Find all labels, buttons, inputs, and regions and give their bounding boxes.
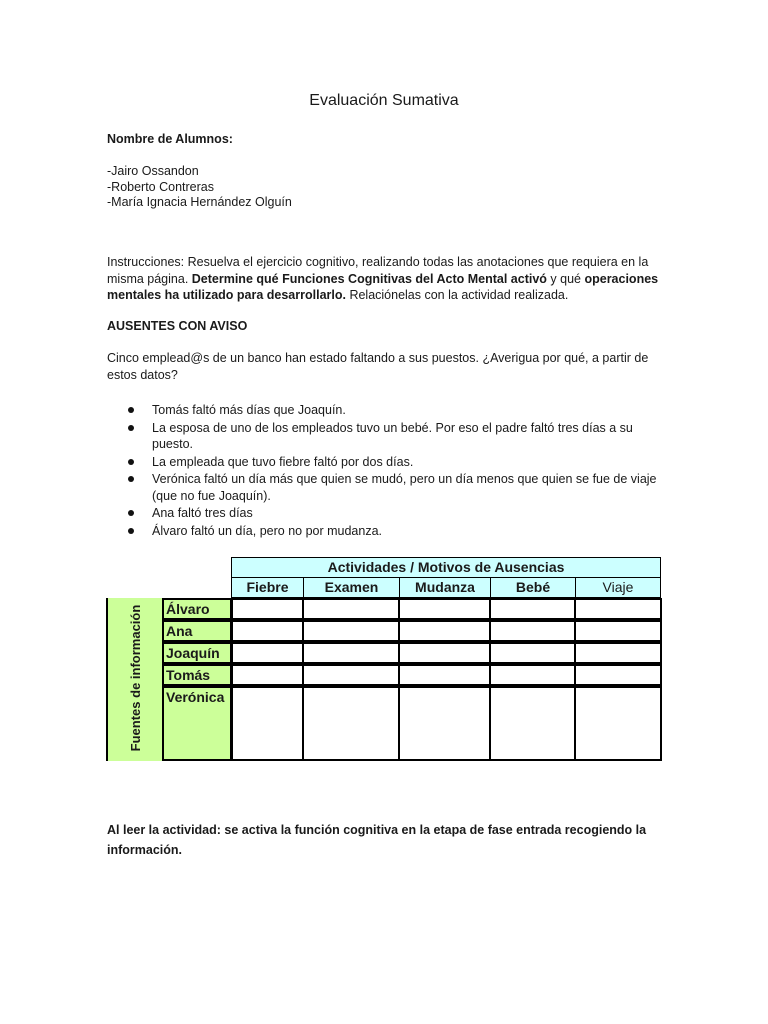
- list-item: [107, 454, 667, 471]
- table-cell[interactable]: [489, 620, 576, 642]
- instructions-text: Relaciónelas con la actividad realizada.: [345, 288, 569, 302]
- row-header-alvaro: Álvaro: [162, 598, 232, 620]
- list-item: [107, 505, 667, 522]
- bullet-icon: [128, 459, 134, 465]
- list-item: [107, 402, 667, 419]
- table-cell[interactable]: [398, 642, 491, 664]
- table-cell[interactable]: [574, 642, 662, 664]
- column-header-mudanza: Mudanza: [399, 577, 491, 598]
- table-cell[interactable]: [302, 598, 400, 620]
- bullet-icon: [128, 407, 134, 413]
- table-cell[interactable]: [489, 664, 576, 686]
- table-cell[interactable]: [489, 642, 576, 664]
- clue-text: La empleada que tuvo fiebre faltó por dos días.: [152, 454, 414, 469]
- table-cell[interactable]: [398, 686, 491, 761]
- instructions-paragraph: [107, 254, 663, 304]
- bullet-icon: [128, 528, 134, 534]
- column-header-fiebre: Fiebre: [231, 577, 304, 598]
- instructions-text: Instrucciones: Resuelva el ejercicio cognitivo, realizando todas las anotaciones que requiera en la misma página.: [107, 255, 649, 286]
- clue-text: Verónica faltó un día más que quien se mudó, pero un día menos que quien se fue de viaje (que no fue Joaquín).: [152, 472, 657, 503]
- table-cell[interactable]: [398, 620, 491, 642]
- table-cell[interactable]: [231, 686, 304, 761]
- row-header-veronica: Verónica: [162, 686, 232, 761]
- clue-text: Tomás faltó más días que Joaquín.: [152, 403, 346, 417]
- table-cell[interactable]: [574, 686, 662, 761]
- clue-list: [107, 402, 667, 540]
- closing-paragraph: Al leer la actividad: se activa la función cognitiva en la etapa de fase entrada recogiendo la información.: [107, 823, 647, 857]
- table-cell[interactable]: [398, 664, 491, 686]
- list-item: [107, 523, 667, 540]
- column-header-viaje: Viaje: [575, 577, 661, 598]
- side-header: [106, 598, 162, 761]
- bullet-icon: [128, 476, 134, 482]
- bullet-icon: [128, 425, 134, 431]
- student-name: -María Ignacia Hernández Olguín: [107, 195, 292, 209]
- table-cell[interactable]: [398, 598, 491, 620]
- table-cell[interactable]: [574, 664, 662, 686]
- table-cell[interactable]: [231, 664, 304, 686]
- table-cell[interactable]: [302, 664, 400, 686]
- table-cell[interactable]: [574, 598, 662, 620]
- instructions-bold-text: operaciones mentales ha utilizado para desarrollarlo.: [107, 271, 659, 302]
- student-name: -Roberto Contreras: [107, 180, 214, 194]
- section-title: AUSENTES CON AVISO: [107, 319, 248, 333]
- table-header-title: Actividades / Motivos de Ausencias: [231, 557, 661, 578]
- instructions-bold-text: Determine qué Funciones Cognitivas del Acto Mental activó: [191, 271, 547, 286]
- row-header-ana: Ana: [162, 620, 232, 642]
- list-item: [107, 471, 667, 504]
- table-cell[interactable]: [302, 686, 400, 761]
- clue-text: Ana faltó tres días: [152, 506, 253, 520]
- page-title: Evaluación Sumativa: [309, 92, 459, 109]
- problem-prompt: Cinco emplead@s de un banco han estado faltando a sus puestos. ¿Averigua por qué, a partir de estos datos?: [107, 351, 649, 382]
- table-cell[interactable]: [489, 686, 576, 761]
- table-cell[interactable]: [231, 598, 304, 620]
- clue-text: La esposa de uno de los empleados tuvo un bebé. Por eso el padre faltó tres días a su puesto.: [152, 420, 633, 451]
- column-header-examen: Examen: [303, 577, 400, 598]
- table-cell[interactable]: [489, 598, 576, 620]
- row-header-joaquin: Joaquín: [162, 642, 232, 664]
- table-cell[interactable]: [231, 642, 304, 664]
- side-header-label: Fuentes de información: [128, 604, 143, 752]
- bullet-icon: [128, 510, 134, 516]
- column-header-bebe: Bebé: [490, 577, 576, 598]
- instructions-text: y qué: [546, 271, 585, 286]
- students-label: Nombre de Alumnos:: [107, 132, 233, 146]
- list-item: [107, 420, 667, 453]
- table-cell[interactable]: [574, 620, 662, 642]
- table-cell[interactable]: [302, 620, 400, 642]
- table-cell[interactable]: [231, 620, 304, 642]
- table-cell[interactable]: [302, 642, 400, 664]
- row-header-tomas: Tomás: [162, 664, 232, 686]
- clue-text: Álvaro faltó un día, pero no por mudanza.: [152, 523, 383, 538]
- student-name: -Jairo Ossandon: [107, 164, 199, 178]
